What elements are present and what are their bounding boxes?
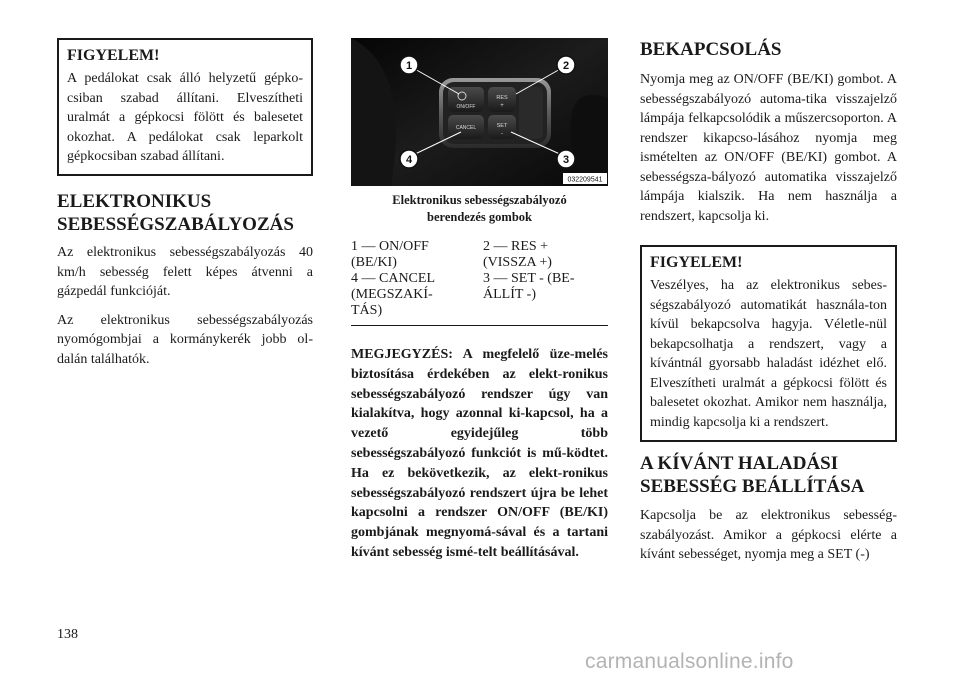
paragraph: Az elektronikus sebességszabályozás nyomógombjai a kormánykerék jobb ol-dalán találhatók. xyxy=(57,312,313,367)
res-sign: + xyxy=(500,103,504,109)
watermark: carmanualsonline.info xyxy=(585,650,794,673)
figure-caption xyxy=(351,192,608,226)
paragraph: Nyomja meg az ON/OFF (BE/KI) gombot. A sebességszabályozó automa-tika visszajelző lámpája felkapcsolódik a műszercsoporton. A rendszer kikapcso-lásához nyomja meg ismételten az ON/OFF (BE/KI) gombot. A sebességsza-bályozó automatika visszajelző lámpája kialszik. Ha nem használja a rendszert, kapcsolja ki. xyxy=(640,72,897,224)
callout-4-label: 4 xyxy=(405,154,413,166)
page-number: 138 xyxy=(57,627,78,642)
legend-item: (BE/KI) xyxy=(351,255,397,270)
set-label: SET xyxy=(496,123,508,129)
right-column xyxy=(640,38,897,565)
warning-box-cruise xyxy=(640,245,897,442)
paragraph: Kapcsolja be az elektronikus sebesség-szabályozást. Amikor a gépkocsi elérte a kívánt sebességet, nyomja meg a SET (-) xyxy=(640,508,897,562)
note-paragraph: MEGJEGYZÉS: A megfelelő üze-melés biztosítása érdekében az elekt-ronikus sebességszabályozó rendszer úgy van kialakítva, hogy azonnal ki-kapcsol, ha a vezető egyidejűleg több sebességszabályozó funkciót is mű-ködtet. Ha ez bekövetkezik, az elekt-ronikus sebességszabályozó rendszert újra be lehet kapcsolni a rendszer ON/OFF (BE/KI) gombjának megnyomá-sával és a tartani kívánt sebesség ismé-telt beállításával. xyxy=(351,347,608,560)
heading-line: SEBESSÉG BEÁLLÍTÁSA xyxy=(640,476,865,497)
heading-line: ELEKTRONIKUS xyxy=(57,191,212,212)
warning-title: FIGYELEM! xyxy=(650,254,743,271)
steering-wheel-illustration xyxy=(351,38,608,186)
onoff-label: ON/OFF xyxy=(456,104,476,110)
legend-item: 4 — CANCEL xyxy=(351,271,435,286)
heading-line: SEBESSÉGSZABÁLYOZÁS xyxy=(57,214,294,235)
warning-text: A pedálokat csak álló helyzetű gépko-csiban szabad állítani. Elveszítheti uralmát a gépkocsi fölött és balesetet okozhat. A pedálokat csak leparkolt gépkocsiban szabad állítani. xyxy=(67,71,303,164)
cruise-control-buttons-photo xyxy=(351,38,608,186)
section-heading-set-speed xyxy=(640,452,897,498)
warning-box-pedals xyxy=(57,38,313,176)
button-legend xyxy=(351,239,608,326)
left-column xyxy=(57,38,313,369)
legend-item: (VISSZA +) xyxy=(483,255,552,270)
section-heading-activation: BEKAPCSOLÁS xyxy=(640,39,782,60)
cancel-label: CANCEL xyxy=(455,125,477,131)
legend-item: 2 — RES + xyxy=(483,239,549,254)
legend-item: TÁS) xyxy=(351,303,383,318)
legend-item: 1 — ON/OFF xyxy=(351,239,429,254)
legend-item: 3 — SET - (BE- xyxy=(483,271,575,286)
callout-2-label: 2 xyxy=(562,60,570,72)
caption-line: Elektronikus sebességszabályozó xyxy=(392,193,567,207)
middle-column xyxy=(351,38,608,577)
image-code: 032209541 xyxy=(567,176,603,184)
legend-item: ÁLLÍT -) xyxy=(483,287,536,302)
legend-item xyxy=(483,303,608,319)
caption-line: berendezés gombok xyxy=(427,210,532,224)
paragraph: Az elektronikus sebességszabályozás 40 km/h sebesség felett képes átvenni a gázpedál funkcióját. xyxy=(57,245,313,299)
res-label: RES xyxy=(496,95,508,101)
callout-3-label: 3 xyxy=(562,154,570,166)
heading-line: A KÍVÁNT HALADÁSI xyxy=(640,453,839,474)
legend-item: (MEGSZAKÍ- xyxy=(351,287,433,302)
warning-text: Veszélyes, ha az elektronikus sebes-ségszabályozó automatikát használa-ton kívül bekapcsolva hagyja. Véletle-nül bekapcsolhatja a rendszert, vagy a kívántnál gyorsabb haladást idézhet elő. Elveszítheti uralmát a gépkocsi fölött és balesetet okozhat. Amikor nem használja, mindig kapcsolja ki a rendszert. xyxy=(650,278,887,430)
set-sign: - xyxy=(501,131,503,137)
section-heading-cruise-control xyxy=(57,190,313,236)
warning-title: FIGYELEM! xyxy=(67,47,160,64)
callout-1-label: 1 xyxy=(405,60,413,72)
